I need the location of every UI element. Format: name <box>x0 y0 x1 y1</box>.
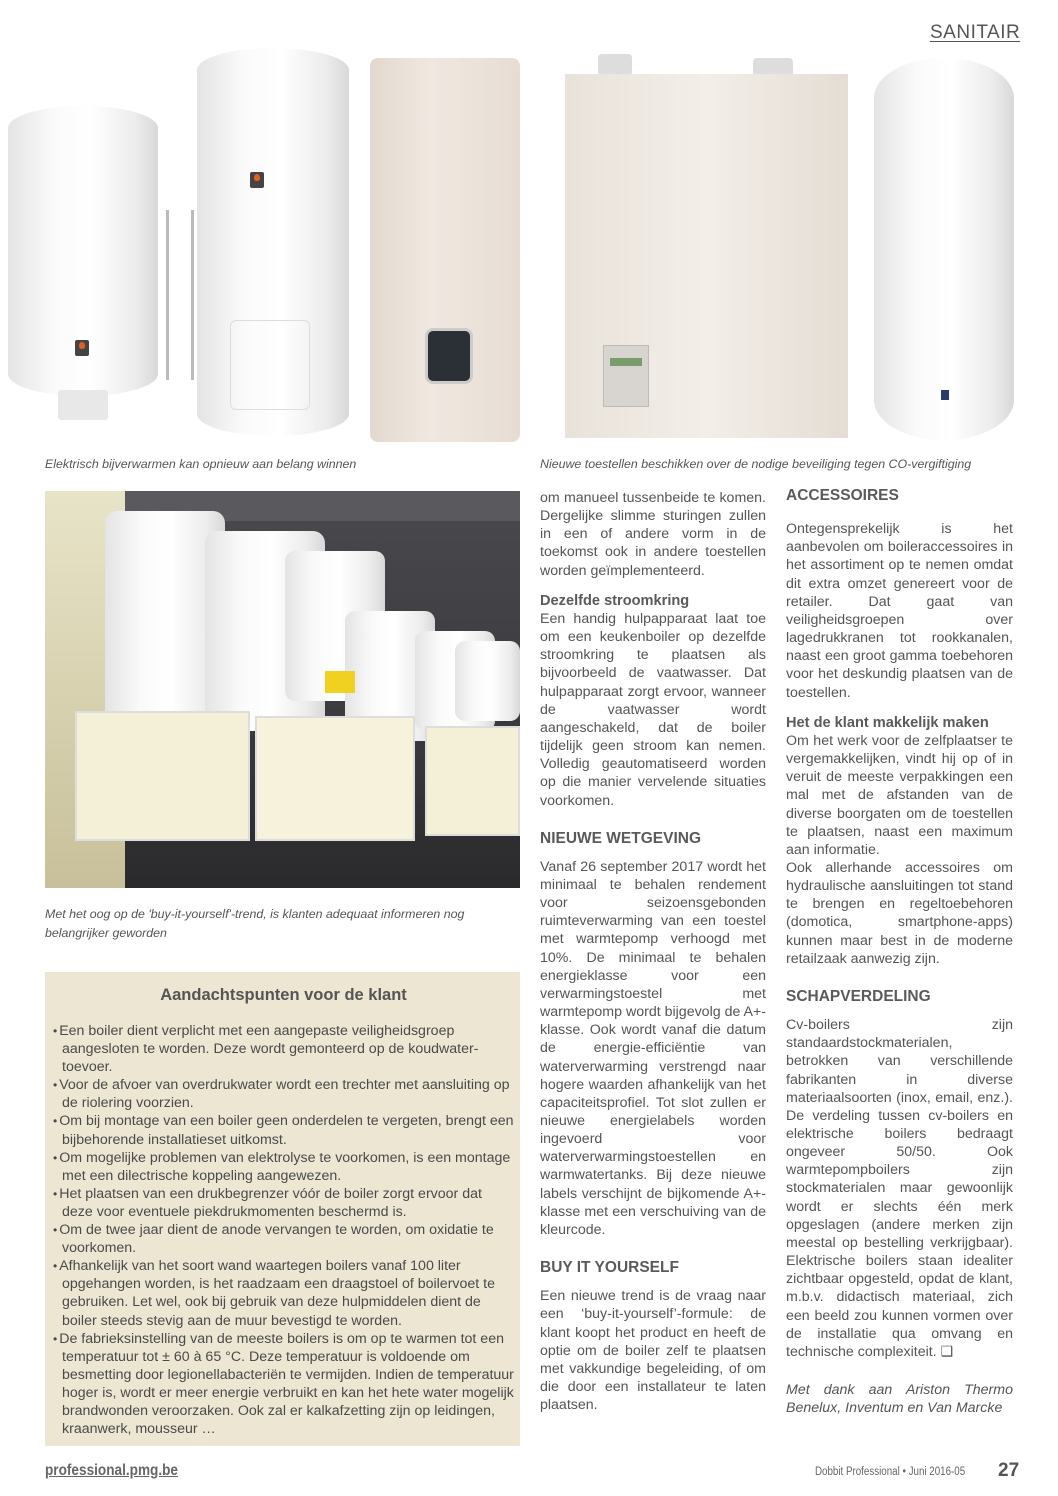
tip-item: • Voor de afvoer van overdrukwater wordt een trechter met aansluiting op de riolering voorzien. <box>53 1076 514 1112</box>
caption-photo: Met het oog op de 'buy-it-yourself'-trend, is klanten adequaat informeren nog belangrijker geworden <box>45 907 465 940</box>
article-column-2 <box>540 489 766 1414</box>
flat-boiler-image <box>370 58 520 442</box>
tips-box-title: Aandachtspunten voor de klant <box>160 986 407 1004</box>
caption-top-right: Nieuwe toestellen beschikken over de nodige beveiliging tegen CO-vergiftiging <box>540 457 972 471</box>
display-panel-icon <box>603 345 649 407</box>
control-panel-icon <box>425 328 473 384</box>
acv-logo-icon <box>75 340 89 356</box>
subheading: Het de klant makkelijk maken <box>786 714 989 731</box>
tip-item: • Het plaatsen van een drukbegrenzer vóór de boiler zorgt ervoor dat deze voor eventuele piekdrukmomenten beschermd is. <box>53 1185 514 1221</box>
paragraph: Vanaf 26 september 2017 wordt het minimaal te behalen rendement voor seizoensgebonden ruimteverwarming van een toestel met warmtepomp verhoogd met 10%. De minimaal te behalen energieklasse voor een verwarmingstoestel met warmtepomp wordt bijgevolg de A+-klasse. Ook wordt vanaf die datum de energie-efficiëntie van waterverwarming verstrengd naar hogere waarden afhankelijk van het capaciteitsprofiel. Tot slot zullen er nieuwe energielabels worden ingevoerd voor waterverwarmingstoestellen en warmwatertanks. Bij deze nieuwe labels verschijnt de bijkomende A+-klasse met een verschuiving van de kleurcode. <box>540 858 766 1238</box>
product-images <box>0 40 1058 450</box>
tips-list <box>53 1022 514 1438</box>
tips-box <box>45 972 520 1446</box>
page-number: 27 <box>998 1460 1020 1481</box>
paragraph: om manueel tussenbeide te komen. Dergelijke slimme sturingen zullen in een of andere vorm in de toekomst ook in andere toestellen worden geïmplementeerd. <box>540 490 766 579</box>
end-mark-icon: ❑ <box>940 1343 954 1360</box>
caption-top-left: Elektrisch bijverwarmen kan opnieuw aan belang winnen <box>45 457 357 471</box>
paragraph: Een handig hulpapparaat laat toe om een keukenboiler op dezelfde stroomkring te plaatsen als bijvoorbeeld de vaatwasser. Dat hulpapparaat zorgt ervoor, wanneer de vaatwasser wordt aangeschakeld, dat de boiler tijdelijk geen stroom kan nemen. Volledig geautomatiseerd worden op die manier vervelende situaties voorkomen. <box>540 610 766 809</box>
tip-item: • Een boiler dient verplicht met een aangepaste veiligheidsgroep aangesloten te worden. Deze wordt gemonteerd op de koudwater-toevoer. <box>53 1022 514 1076</box>
tip-item: • Om de twee jaar dient de anode vervangen te worden, om oxidatie te voorkomen. <box>53 1221 514 1257</box>
acv-logo-icon <box>250 172 264 188</box>
paragraph: Om het werk voor de zelfplaatser te vergemakkelijken, vindt hij op of in veruit de meeste verpakkingen een mal met de afstanden van de diverse boorgaten om de toestellen te plaatsen, naast een maximum aan informatie. <box>786 732 1013 858</box>
tip-item: • De fabrieksinstelling van de meeste boilers is om op te warmen tot een temperatuur tot ± 60 à 65 °C. Deze temperatuur is voldoende om besmetting door legionellabacteriën te vermijden. Indien de temperatuur hoger is, wordt er meer energie verbruikt en kan het hete water mogelijk brandwonden veroorzaken. Ook zal er kalkafzetting zijn op leidingen, kraanwerk, mousseur … <box>53 1330 514 1439</box>
paragraph: Ontegensprekelijk is het aanbevolen om boileraccessoires in het assortiment op te nemen omdat dit extra omzet genereert voor de retailer. Dat gaat van veiligheidsgroepen over lagedrukkranen tot rookkanalen, naast een groot gamma toebehoren voor het deskundig plaatsen van de toestellen. <box>786 521 1013 701</box>
footer-url-link[interactable]: professional.pmg.be <box>45 1462 178 1479</box>
paragraph-text: Cv-boilers zijn standaardstockmaterialen, betrokken van verschillende fabrikanten in diverse materiaalsoorten (inox, email, enz.). De verdeling tussen cv-boilers en elektrische boilers bedraagt ongeveer 50/50. Ook warmtepompboilers zijn stockmaterialen maar gewoonlijk wordt er slechts één merk opgeslagen (andere merken zijn meestal op bestelling verkrijgbaar). Elektrische boilers staan idealiter zichtbaar opgesteld, opdat de klant, m.b.v. didactisch materiaal, zich een beeld zou kunnen vormen over de installatie qua omvang en technische complexiteit. <box>786 1017 1013 1360</box>
acknowledgement: Met dank aan Ariston Thermo Benelux, Inventum en Van Marcke <box>786 1382 1013 1417</box>
tip-item: • Afhankelijk van het soort wand waartegen boilers vanaf 100 liter opgehangen worden, is het raadzaam een draagstoel of boilervoet te gebruiken. Let wel, ook bij gebruik van deze hulpmiddelen dient de boiler steeds stevig aan de muur bevestigd te worden. <box>53 1257 514 1329</box>
store-photo <box>45 491 520 888</box>
tip-item: • Om bij montage van een boiler geen onderdelen te vergeten, brengt een bijbehorende installatieset uitkomst. <box>53 1112 514 1148</box>
footer-publication: Dobbit Professional • Juni 2016-05 <box>815 1466 966 1478</box>
round-boiler-image <box>874 58 1014 440</box>
subheading: Dezelfde stroomkring <box>540 592 690 609</box>
section-heading: BUY IT YOURSELF <box>540 1259 679 1277</box>
article-column-3 <box>786 487 1013 1417</box>
heating-element-image <box>166 210 194 380</box>
paragraph <box>786 1016 1013 1361</box>
section-heading: NIEUWE WETGEVING <box>540 829 702 847</box>
section-heading: SCHAPVERDELING <box>786 987 931 1005</box>
section-label: SANITAIR <box>930 22 1021 43</box>
section-heading: ACCESSOIRES <box>786 487 899 504</box>
paragraph: Een nieuwe trend is de vraag naar een ‘buy-it-yourself’-formule: de klant koopt het product en heeft de optie om de boiler zelf te plaatsen met vakkundige begeleiding, of om die door een installateur te laten plaatsen. <box>540 1288 766 1414</box>
tip-item: • Om mogelijke problemen van elektrolyse te voorkomen, is een montage met een dilectrische koppeling aangewezen. <box>53 1149 514 1185</box>
paragraph: Ook allerhande accessoires om hydraulische aansluitingen tot stand te brengen en regeltoebehoren (domotica, smartphone-apps) kunnen maar best in de moderne retailzaak aanwezig zijn. <box>786 859 1013 967</box>
